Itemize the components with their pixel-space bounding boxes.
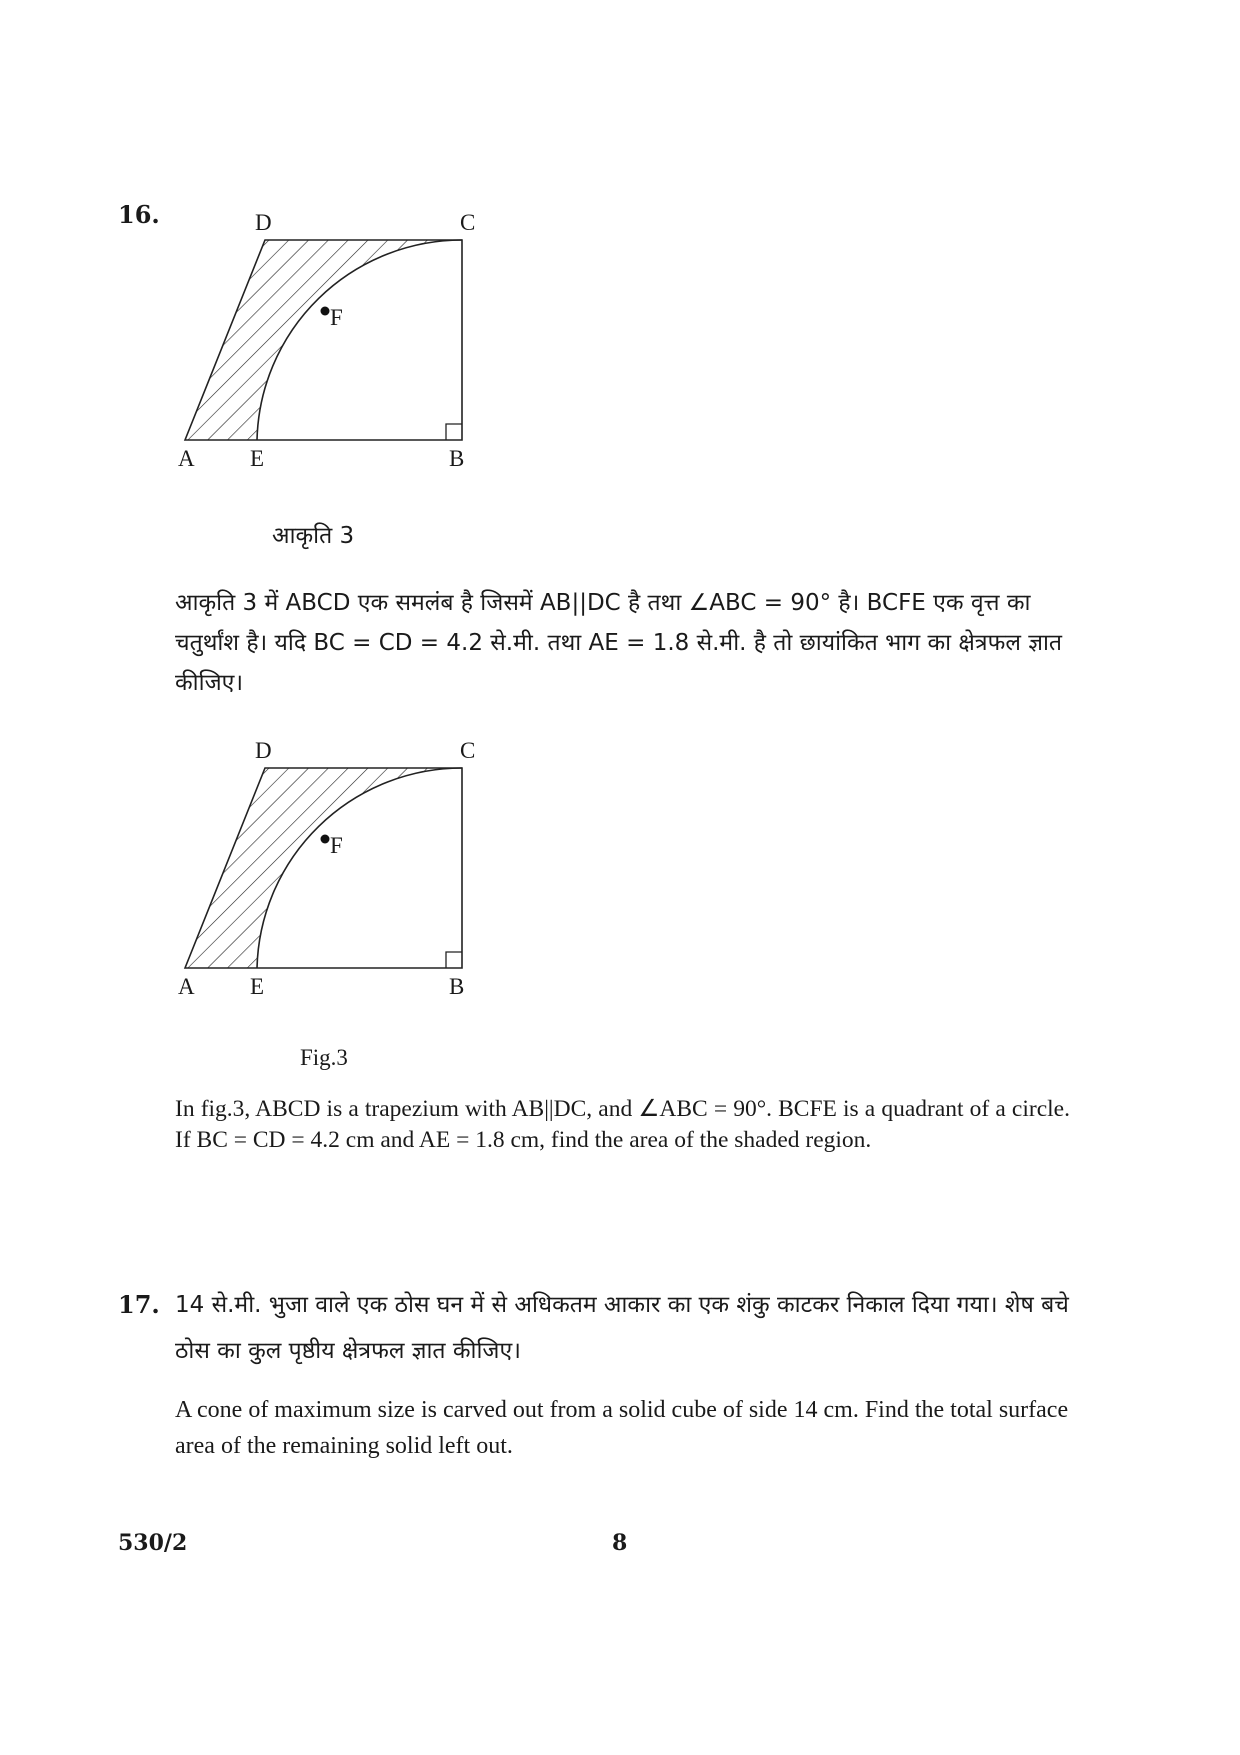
paper-code: 530/2	[118, 1530, 188, 1556]
label-a: A	[178, 446, 195, 471]
label-c: C	[460, 738, 476, 763]
q16-hindi-text: आकृति 3 में ABCD एक समलंब है जिसमें AB||DC है तथा ∠ABC = 90° है। BCFE एक वृत्त का चतुर्थांश है। यदि BC = CD = 4.2 से.मी. तथा AE = 1.8 से.मी. है तो छायांकित भाग का क्षेत्रफल ज्ञात कीजिए।	[175, 590, 1063, 696]
label-e: E	[250, 446, 265, 471]
figure-english	[170, 728, 510, 1008]
q16-english-text: In fig.3, ABCD is a trapezium with AB||DC, and ∠ABC = 90°. BCFE is a quadrant of a circle. If BC = CD = 4.2 cm and AE = 1.8 cm, find the area of the shaded region.	[175, 1096, 1070, 1153]
q17-hindi-text: 14 से.मी. भुजा वाले एक ठोस घन में से अधिकतम आकार का एक शंकु काटकर निकाल दिया गया। शेष बचे ठोस का कुल पृष्ठीय क्षेत्रफल ज्ञात कीजिए।	[175, 1292, 1069, 1364]
q17-english-text: A cone of maximum size is carved out from a solid cube of side 14 cm. Find the total surface area of the remaining solid left out.	[175, 1397, 1069, 1459]
label-c: C	[460, 210, 476, 235]
question-number-17: 17.	[118, 1290, 160, 1319]
label-d: D	[255, 210, 272, 235]
figure-caption-english: Fig.3	[300, 1045, 348, 1070]
right-angle-mark	[446, 952, 462, 968]
label-d: D	[255, 738, 272, 763]
label-f: F	[330, 833, 343, 858]
point-f	[321, 835, 330, 844]
figure-hindi	[170, 200, 510, 480]
label-f: F	[330, 305, 343, 330]
label-b: B	[449, 974, 465, 999]
label-e: E	[250, 974, 265, 999]
label-a: A	[178, 974, 195, 999]
trapezium-diagram	[170, 200, 510, 480]
label-b: B	[449, 446, 465, 471]
shaded-region	[185, 240, 462, 440]
question-number-16: 16.	[118, 200, 160, 229]
right-angle-mark	[446, 424, 462, 440]
shaded-region	[185, 768, 462, 968]
trapezium-diagram	[170, 728, 510, 1008]
figure-caption-hindi: आकृति 3	[272, 523, 355, 549]
page-number: 8	[612, 1530, 628, 1556]
point-f	[321, 307, 330, 316]
